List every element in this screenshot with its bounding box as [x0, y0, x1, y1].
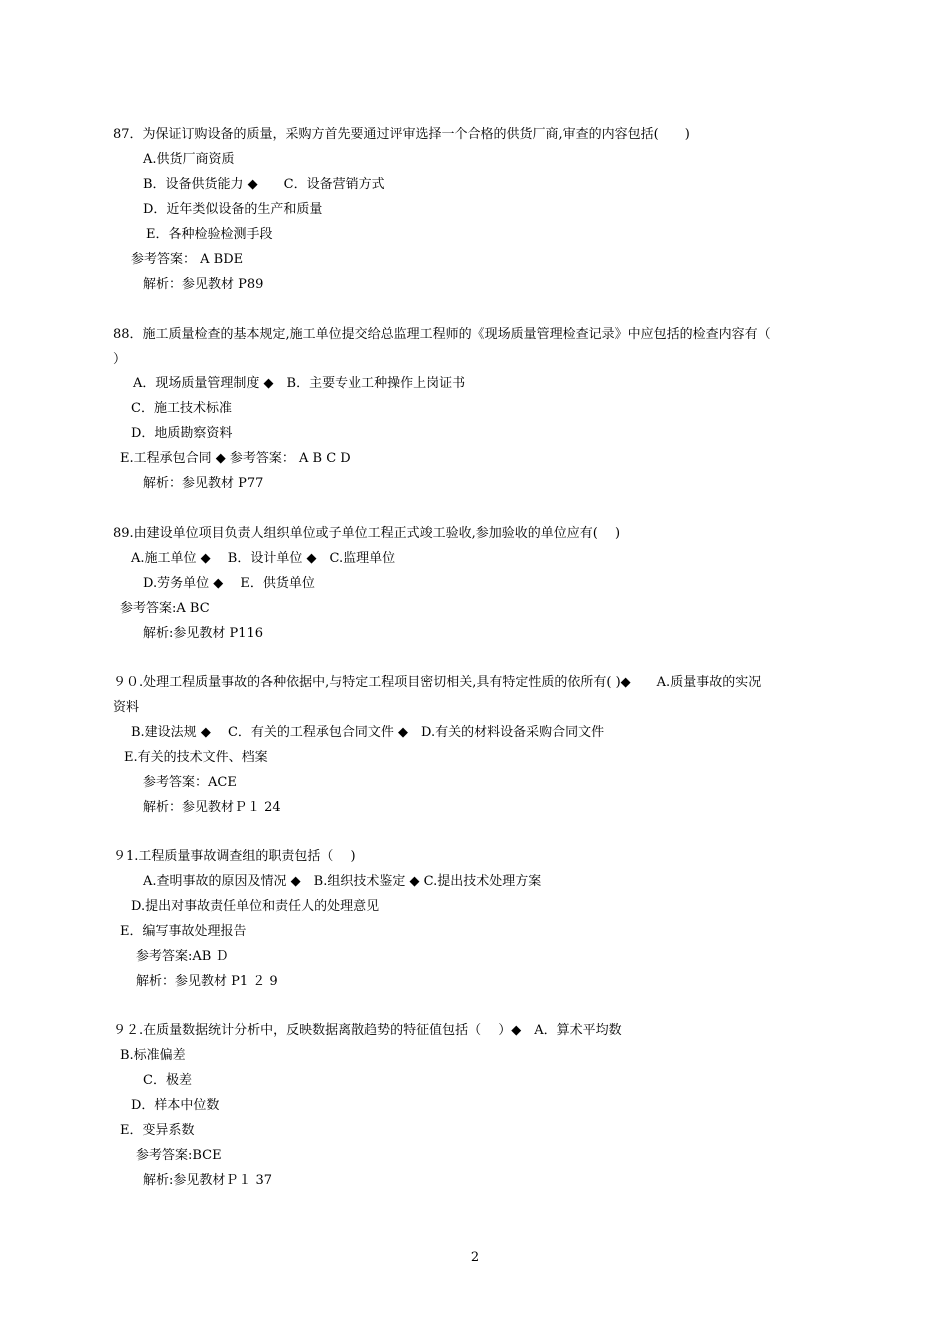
question-89-answer: 参考答案:A BC	[120, 601, 210, 616]
question-90-answer: 参考答案：ACE	[143, 775, 237, 790]
question-90-stem-continued: 资料	[113, 700, 140, 715]
question-87-option-d: D．近年类似设备的生产和质量	[143, 202, 323, 217]
question-91-explanation: 解析：参见教材 P1 ２ 9	[136, 974, 278, 989]
question-92-option-e: E．变异系数	[120, 1123, 195, 1138]
question-92-option-b: B.标准偏差	[120, 1048, 186, 1063]
question-91-stem: ９1.工程质量事故调查组的职责包括（ )	[113, 849, 356, 864]
question-87-option-e: E．各种检验检测手段	[146, 227, 273, 242]
question-91-option-e: E．编写事故处理报告	[120, 924, 247, 939]
question-89-stem: 89.由建设单位项目负责人组织单位或子单位工程正式竣工验收,参加验收的单位应有( )	[113, 526, 621, 541]
question-88-option-e-answer: E.工程承包合同 ◆ 参考答案： A B C D	[120, 451, 351, 466]
question-92-option-c: C．极差	[143, 1073, 192, 1088]
question-88-option-d: D．地质勘察资料	[131, 426, 233, 441]
question-88-stem: 88．施工质量检查的基本规定,施工单位提交给总监理工程师的《现场质量管理检查记录》中应包括的检查内容有（	[113, 327, 771, 342]
question-90-option-e: E.有关的技术文件、档案	[124, 750, 268, 765]
question-92-option-d: D．样本中位数	[131, 1098, 220, 1113]
question-90-explanation: 解析：参见教材Ｐ１ 24	[143, 800, 281, 815]
question-87-option-a: A.供货厂商资质	[143, 152, 235, 167]
question-88-options-a-b: A．现场质量管理制度 ◆ B．主要专业工种操作上岗证书	[133, 376, 466, 391]
question-87-stem: 87．为保证订购设备的质量，采购方首先要通过评审选择一个合格的供货厂商,审查的内容包括( )	[113, 127, 690, 142]
question-90-options-b-c-d: B.建设法规 ◆ C．有关的工程承包合同文件 ◆ D.有关的材料设备采购合同文件	[131, 725, 605, 740]
question-91-options-a-b-c: A.查明事故的原因及情况 ◆ B.组织技术鉴定 ◆ C.提出技术处理方案	[143, 874, 542, 889]
question-92-answer: 参考答案:BCE	[136, 1148, 222, 1163]
question-88-option-c: C．施工技术标准	[131, 401, 232, 416]
question-89-options-d-e: D.劳务单位 ◆ E．供货单位	[143, 576, 315, 591]
question-92-explanation: 解析:参见教材Ｐ１ 37	[143, 1173, 273, 1188]
question-88-stem-continued: ）	[113, 352, 127, 367]
question-92-stem: ９２.在质量数据统计分析中，反映数据离散趋势的特征值包括（ ）◆ A．算术平均数	[113, 1023, 622, 1038]
question-91-option-d: D.提出对事故责任单位和责任人的处理意见	[131, 899, 380, 914]
question-88-explanation: 解析：参见教材 P77	[143, 476, 264, 491]
question-89-explanation: 解析:参见教材 P116	[143, 626, 264, 641]
question-87-explanation: 解析：参见教材 P89	[143, 277, 264, 292]
page-number: 2	[470, 1250, 480, 1265]
question-89-options-a-b-c: A.施工单位 ◆ B．设计单位 ◆ C.监理单位	[131, 551, 396, 566]
question-91-answer: 参考答案:AB Ｄ	[136, 949, 229, 964]
question-90-stem: ９０.处理工程质量事故的各种依据中,与特定工程项目密切相关,具有特定性质的依所有( )◆ A.质量事故的实况	[113, 675, 762, 690]
question-87-options-b-c: B．设备供货能力 ◆ C．设备营销方式	[143, 177, 385, 192]
question-87-answer: 参考答案： A BDE	[131, 252, 244, 267]
